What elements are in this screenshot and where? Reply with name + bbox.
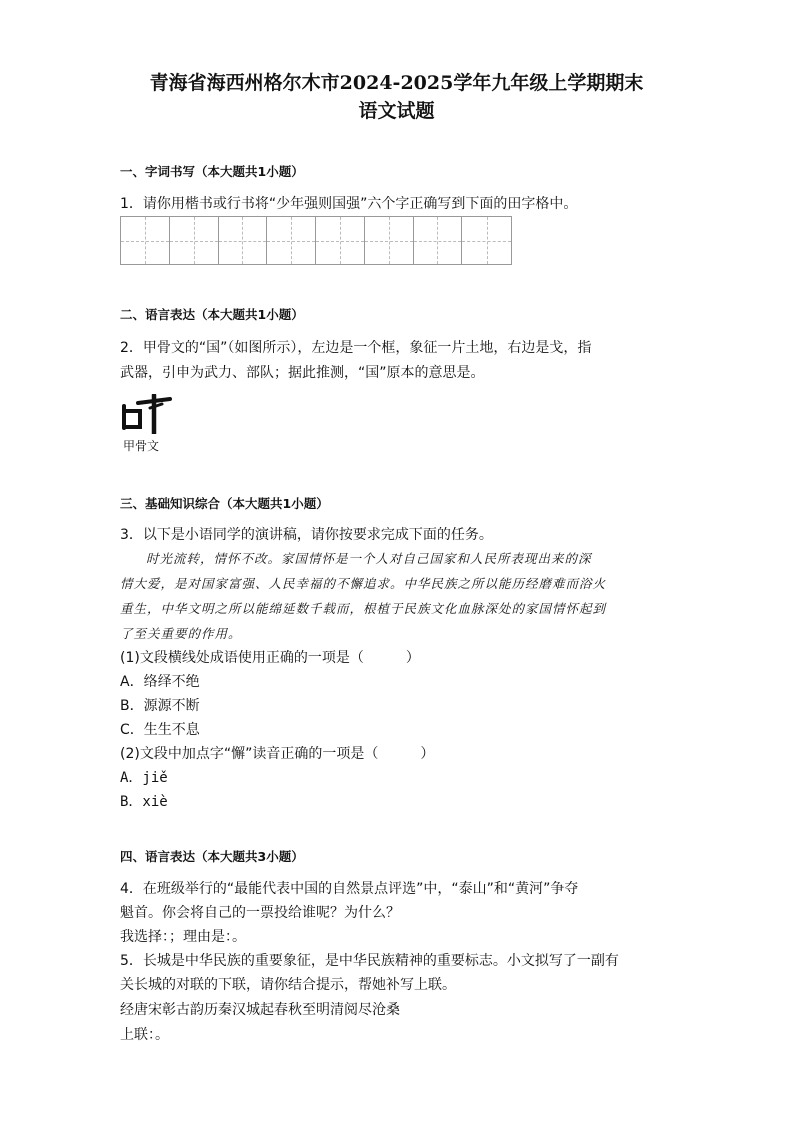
question-3-sub1: (1)文段横线处成语使用正确的一项是（ ） bbox=[120, 650, 420, 666]
option-3-1-c[interactable]: C．生生不息 bbox=[120, 722, 200, 738]
question-5-line2: 关长城的对联的下联，请你结合提示，帮她补写上联。 bbox=[120, 977, 456, 993]
tianzige-cell[interactable] bbox=[365, 217, 414, 264]
tianzige-grid[interactable] bbox=[120, 216, 512, 265]
oracle-bone-caption: 甲骨文 bbox=[123, 439, 160, 453]
section-heading-1: 一、字词书写（本大题共1小题） bbox=[120, 164, 304, 179]
speech-paragraph-line4: 了至关重要的作用。 bbox=[120, 626, 242, 641]
section-heading-4: 四、语言表达（本大题共3小题） bbox=[120, 849, 304, 864]
question-4-answer-line: 我选择：；理由是：。 bbox=[120, 929, 246, 945]
tianzige-cell[interactable] bbox=[267, 217, 316, 264]
question-4-line2: 魁首。你会将自己的一票投给谁呢？为什么？ bbox=[120, 905, 400, 921]
exam-title-line2: 语文试题 bbox=[358, 100, 435, 122]
option-3-2-b[interactable]: B．xiè bbox=[120, 794, 168, 810]
tianzige-cell[interactable] bbox=[462, 217, 511, 264]
question-4-line1: 4．在班级举行的“最能代表中国的自然景点评选”中，“泰山”和“黄河”争夺 bbox=[120, 881, 579, 897]
question-2-line1: 2．甲骨文的“国”（如图所示），左边是一个框，象征一片土地，右边是戈，指 bbox=[120, 340, 592, 356]
tianzige-cell[interactable] bbox=[121, 217, 170, 264]
couplet-second-line: 经唐宋彰古韵历秦汉城起春秋至明清阅尽沧桑 bbox=[120, 1002, 400, 1018]
speech-paragraph-line2: 情大爱，是对国家富强、人民幸福的不懈追求。中华民族之所以能历经磨难而浴火 bbox=[120, 576, 607, 591]
question-3-intro: 3．以下是小语同学的演讲稿，请你按要求完成下面的任务。 bbox=[120, 527, 493, 543]
section-heading-3: 三、基础知识综合（本大题共1小题） bbox=[120, 496, 329, 511]
couplet-first-line-answer: 上联：。 bbox=[120, 1027, 169, 1043]
section-heading-2: 二、语言表达（本大题共1小题） bbox=[120, 307, 304, 322]
tianzige-cell[interactable] bbox=[316, 217, 365, 264]
tianzige-cell[interactable] bbox=[219, 217, 268, 264]
question-5-line1: 5．长城是中华民族的重要象征，是中华民族精神的重要标志。小文拟写了一副有 bbox=[120, 953, 619, 969]
question-1-text: 1．请你用楷书或行书将“少年强则国强”六个字正确写到下面的田字格中。 bbox=[120, 196, 578, 212]
tianzige-cell[interactable] bbox=[414, 217, 463, 264]
oracle-bone-guo-image bbox=[120, 394, 174, 434]
option-3-1-a[interactable]: A．络绎不绝 bbox=[120, 674, 200, 690]
speech-paragraph-line1: 时光流转，情怀不改。家国情怀是一个人对自己国家和人民所表现出来的深 bbox=[146, 551, 592, 566]
speech-paragraph-line3: 重生，中华文明之所以能绵延数千载而，根植于民族文化血脉深处的家国情怀起到 bbox=[120, 601, 607, 616]
question-3-sub2: (2)文段中加点字“懈”读音正确的一项是（ ） bbox=[120, 746, 435, 762]
option-3-1-b[interactable]: B．源源不断 bbox=[120, 698, 200, 714]
option-3-2-a[interactable]: A．jiě bbox=[120, 770, 168, 786]
exam-title-line1: 青海省海西州格尔木市2024-2025学年九年级上学期期末 bbox=[149, 72, 644, 94]
question-2-line2: 武器，引申为武力、部队；据此推测，“国”原本的意思是。 bbox=[120, 365, 485, 381]
tianzige-cell[interactable] bbox=[170, 217, 219, 264]
